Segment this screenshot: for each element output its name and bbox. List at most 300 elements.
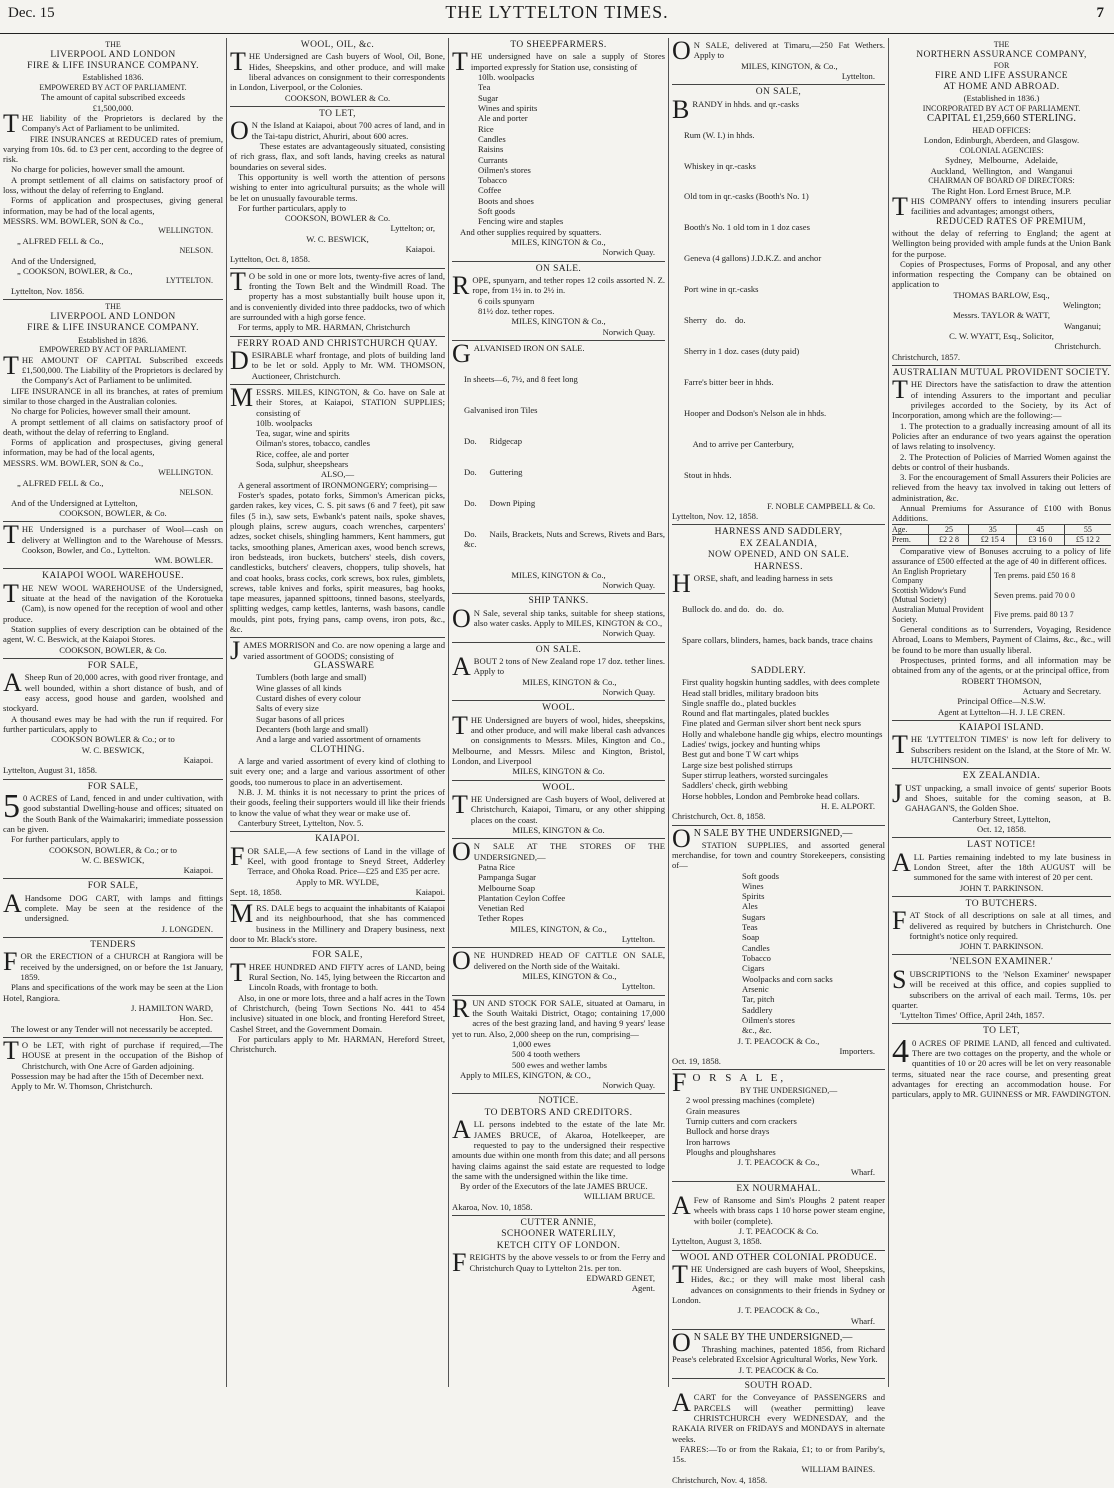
- agent-name: W. C. BESWICK,: [81, 854, 145, 865]
- list-item: Turnip cutters and corn crackers: [686, 1115, 797, 1126]
- advert-body: THE Undersigned are buyers of wool, hides, sheepskins, and other produce, and will make liberal cash advances on consignments to Messrs. Miles, Kington and Co., Melbourne, and Messrs. Milesc and Kington, Bristol, London, and Liverpool: [452, 710, 665, 767]
- agent-name: „ ALFRED FELL & Co.,: [17, 477, 104, 488]
- list-item: Tumblers (both large and small): [256, 672, 367, 683]
- advert-body: 40 ACRES OF PRIME LAND, all fenced and cultivated. There are two cottages on the property, and the whole or quantities of 10 or 20 acres will be let on very reasonable terms, situated near the race course, and presenting great advantages for erecting an accommodation house. For particulars, apply to MR. GUINNESS or MR. FAWDINGTON.: [892, 1032, 1111, 1100]
- table-cell: Seven prems. paid 70 0 0: [994, 590, 1075, 600]
- agent-name: COOKSON, BOWLER, & Co.; or to: [49, 844, 177, 855]
- advert-body: ONE HUNDRED HEAD OF CATTLE ON SALE, delivered on the North side of the Waitaki.: [452, 946, 665, 976]
- table-cell: Australian Mutual Provident Society.: [892, 605, 991, 624]
- advert-body: A thousand ewes may be had with the run if required. For further particulars, apply to: [3, 713, 223, 734]
- advert-wool-purchaser: [3, 522, 223, 569]
- agent-town: Kaiapoi.: [183, 865, 213, 876]
- advert-heading: WOOL AND OTHER COLONIAL PRODUCE.: [679, 1252, 878, 1263]
- advert-heading: 'NELSON EXAMINER.': [950, 957, 1053, 968]
- advert-body: JAMES MORRISON and Co. are now opening a large and varied assortment of GOODS; consisting of: [230, 636, 445, 666]
- advert-signature: MILES, KINGTON & Co.,: [522, 676, 617, 687]
- table-cell: 35: [969, 524, 1017, 535]
- list-item: Tobacco: [478, 175, 507, 186]
- advert-heading: SCHOONER WATERLILY,: [501, 1229, 616, 1240]
- column-5: [889, 38, 1114, 1387]
- advert-heading: SHIP TANKS.: [528, 596, 589, 607]
- list-item: Port wine in qr.-casks: [684, 284, 759, 295]
- list-item: Decanters (both large and small): [256, 724, 368, 734]
- table-cell: Scottish Widow's Fund (Mutual Society): [892, 586, 991, 605]
- list-item: 81½ doz. tether ropes.: [478, 305, 555, 316]
- advert-body: without the delay of referring to England; the agent at Wellington being provided with ample funds at the Union Bank for the purpose.: [892, 227, 1111, 259]
- table-cell: Prem.: [892, 535, 929, 546]
- list-item: Iron harrows: [686, 1136, 731, 1147]
- advert-peacock-station-supplies: [672, 823, 885, 1071]
- advert-run-and-stock: [452, 993, 665, 1095]
- agent-name: MESSRS. WM. BOWLER, SON & Co.,: [3, 216, 144, 227]
- advert-body: 3. For the encouragement of Small Assurers their Policies are relieved from the heavy tax involved in taking out letters of administration, &c.: [892, 472, 1111, 503]
- advert-heading: KAIAPOI.: [315, 834, 360, 845]
- advert-signature: Principal Office—N.S.W.: [957, 696, 1046, 707]
- advert-body: FOR the ERECTION of a CHURCH at Rangiora will be received by the undersigned, on or before the 1st January, 1859.: [3, 947, 223, 983]
- agent-name: „ COOKSON, BOWLER, & Co.,: [17, 266, 133, 277]
- advert-heading: KETCH CITY OF LONDON.: [496, 1240, 621, 1251]
- advert-signature: Norwich Quay.: [602, 1080, 655, 1091]
- agent-name: COOKSON, BOWLER, & Co.: [59, 507, 167, 518]
- advert-body: Prospectuses, printed forms, and all information may be obtained from any of the agents, or at the principal office, from: [892, 655, 1111, 676]
- advert-body: AHandsome DOG CART, with lamps and fittings complete. May be seen at the residence of the undersigned.: [3, 888, 223, 924]
- advert-body: ALL persons indebted to the estate of the late Mr. JAMES BRUCE, of Akaroa, Hotelkeeper, are requested to pay to the undersigned their respective amounts due within one month from this date; and all persons having claims against the said estate are requested to lodge the same with the undersigned within the like time.: [452, 1115, 665, 1181]
- advert-signature: ROBERT THOMSON,: [961, 675, 1042, 686]
- advert-body: 'Lyttelton Times' Office, April 24th, 1857.: [900, 1010, 1045, 1021]
- advert-heading: LIVERPOOL AND LONDON: [50, 311, 176, 322]
- list-item: Stout in hhds.: [684, 469, 732, 480]
- advert-body: And other supplies required by squatters.: [460, 226, 602, 237]
- list-item: Ale and porter: [478, 113, 528, 124]
- advert-heading: WOOL.: [542, 703, 575, 714]
- table-cell: £2 15 4: [969, 535, 1017, 546]
- advert-heading: WOOL.: [542, 782, 575, 793]
- list-item: 500 4 tooth wethers: [512, 1049, 581, 1060]
- list-item: Patna Rice: [478, 861, 515, 872]
- advert-harness-saddlery: [672, 525, 885, 825]
- list-item: Rice: [478, 123, 494, 134]
- advert-heading: SADDLERY.: [751, 665, 806, 676]
- advert-heading: FOR SALE,: [312, 950, 363, 961]
- advert-subheading: ALSO,—: [320, 469, 355, 480]
- advert-body: THE Undersigned are Cash buyers of Wool, delivered at Christchurch, Kaiapoi, Timaru, or any other shipping places on the coast.: [452, 790, 665, 825]
- list-item: Tea, sugar, wine and spirits: [256, 428, 350, 439]
- bonus-comparison-table: [892, 567, 1111, 625]
- advert-body: JUST unpacking, a small invoice of gents' superior Boots and Shoes, suitable for the coming season, at B. GAHAGAN'S, the Golden Shoe.: [892, 778, 1111, 814]
- advert-body: FOR SALE,—A few sections of Land in the village of Keel, with good frontage to Sneyd Street, Adderley Terrace, and Ohoka Road. Price—£25 and £35 per acre.: [230, 841, 445, 877]
- advert-heading: HARNESS AND SADDLERY,: [714, 527, 843, 538]
- advert-signature: MILES, KINGTON & Co.,: [511, 237, 606, 248]
- list-item: Candles: [478, 133, 506, 144]
- advert-25-acres: [230, 266, 445, 337]
- advert-to-sheepfarmers: [452, 38, 665, 262]
- advert-signature: J. LONGDEN.: [161, 923, 213, 934]
- advert-heading: HARNESS.: [754, 561, 803, 572]
- list-item: Rice, coffee, ale and porter: [256, 448, 349, 459]
- advert-date: Christchurch, 1857.: [892, 351, 961, 362]
- advert-rope: [452, 262, 665, 341]
- advert-heading: REDUCED RATES OF PREMIUM,: [936, 216, 1086, 227]
- advert-body: Foster's spades, potato forks, Simmon's American picks, garden rakes, key vices, C. S. pit saws (6 and 7 feet), pit saw files (5 in.), saw sets, Ewbank's patent nails, spoke shaves, plough plains, screw augurs, coach wrenches, carpenters' adzes, socket chisels, shingling hammers, Kent hammers, gut tacks, smoothing planes, American axes, wood bench screws, iron bedsteads, iron buckets, butchers' steels, dish covers, candlesticks, butchers' cleavers, choppers, tulip shovels, hat and coat hooks, brass cocks, cork screws, box rules, gimblets, screws, table knives and forks, spirit measures, bag hooks, tape measures, japanned spittoons, tinned basons, steelyards, splitting wedges, camp kettles, lanterns, wash basons, candle moulds, pint pots, frying pans, camp ovens, iron pots, &c., &c.: [230, 490, 445, 635]
- advert-ex-zealandia-boots: [892, 769, 1111, 838]
- advert-heading: TO LET,: [319, 108, 356, 119]
- advert-signature: Agent.: [631, 1283, 655, 1294]
- advert-kaiapoi-island: [892, 721, 1111, 769]
- advert-body: These estates are advantageously situated, consisting of rich grass, flax, and soft lands, having creeks as natural boundaries on several sides.: [230, 140, 445, 172]
- list-item: Holly and whalebone handle gig whips, electro mountings: [682, 728, 883, 739]
- advert-body: Forms of application and prospectuses, giving general information, may be had of the local agents,: [3, 195, 223, 216]
- advert-body: GALVANISED IRON ON SALE.: [452, 338, 585, 368]
- advert-body: FIRE INSURANCES at REDUCED rates of premium, varying from 10s. 6d. to £3 per cent, according to the degree of risk.: [3, 133, 223, 165]
- advert-heading: THE: [105, 40, 121, 49]
- advert-south-road: [672, 1379, 885, 1488]
- advert-nz-rope: [452, 643, 665, 702]
- list-item: Tether Ropes: [478, 913, 524, 924]
- advert-signature: J. T. PEACOCK & Co.: [738, 1364, 819, 1375]
- advert-ferry-road: [230, 337, 445, 385]
- list-item: Oilman's stores, tobacco, candles: [256, 438, 370, 449]
- advert-signature: Hon. Sec.: [179, 1013, 213, 1024]
- advert-date: Christchurch, Nov. 4, 1858.: [672, 1474, 768, 1485]
- list-item: Currants: [478, 154, 508, 165]
- agent-name: COOKSON BOWLER & Co.; or to: [51, 734, 175, 745]
- list-item: Fine plated and German silver short bent neck spurs: [682, 718, 861, 729]
- advert-body: THE AMOUNT OF CAPITAL Subscribed exceeds £1,500,000. The Liability of the Proprietors is declared by the Company's Act of Parliament to be unlimited.: [3, 350, 223, 386]
- advert-heading: WOOL, OIL, &c.: [300, 40, 375, 50]
- advert-cattle: [452, 948, 665, 995]
- table-cell: Five prems. paid 80 13 7: [994, 609, 1074, 619]
- list-item: Plantation Ceylon Coffee: [478, 892, 566, 903]
- advert-subheading: HEAD OFFICES:: [972, 125, 1031, 135]
- list-item: And to arrive per Canterbury,: [684, 438, 794, 449]
- advert-text: Sydney, Melbourne, Adelaide,: [945, 155, 1058, 166]
- advert-signature: JOHN T. PARKINSON.: [959, 882, 1044, 893]
- advert-heading: CAPITAL £1,259,660 STERLING.: [927, 113, 1076, 125]
- advert-body: N.B. J. M. thinks it is not necessary to print the prices of their goods, feeling their supporters would ill like their friends to know the value of what they wear or make use of.: [230, 786, 445, 818]
- agent-town: Wanganui;: [1063, 320, 1101, 331]
- list-item: Oilmen's stores: [742, 1014, 795, 1025]
- advert-dog-cart: [3, 879, 223, 938]
- advert-signature: Lyttelton.: [621, 934, 655, 945]
- advert-body: ABOUT 2 tons of New Zealand rope 17 doz. tether lines. Apply to: [452, 652, 665, 682]
- list-item: Wine glasses of all kinds: [256, 682, 342, 693]
- column-4: [669, 36, 888, 1485]
- advert-body: AFew of Ransome and Sim's Ploughs 2 patent reaper wheels with brass caps 1 10 horse power steam engine, with boiler (complete).: [672, 1191, 885, 1226]
- agent-town: Christchurch.: [1054, 341, 1101, 352]
- list-item: Sugar: [478, 92, 499, 103]
- advert-body: 2. The Protection of Policies of Married Women against the debts or control of their husbands.: [892, 451, 1111, 472]
- agent-name: MESSRS. WM. BOWLER, SON & Co.,: [3, 457, 144, 468]
- table-cell: 45: [1017, 524, 1065, 535]
- list-item: Large size best polished stirrups: [682, 759, 793, 770]
- advert-heading: FERRY ROAD AND CHRISTCHURCH QUAY.: [237, 338, 438, 349]
- advert-body: THIS COMPANY offers to intending insurers peculiar facilities and advantages; amongst others,: [892, 191, 1111, 221]
- agent-town: NELSON.: [179, 246, 213, 256]
- advert-subheading: Established in 1836.: [78, 334, 148, 345]
- advert-body: 50 ACRES of Land, fenced in and under cultivation, with good substantial Dwelling-house and offices; situated on the South Bank of the Waimakariri; immediate possession can be given.: [3, 787, 223, 834]
- list-item: Grain measures: [686, 1105, 740, 1116]
- advert-body: Comparative view of Bonuses accruing to a policy of life assurance of £500 effected at the age of 40 in different offices.: [892, 545, 1111, 567]
- list-item: Do. Guttering: [464, 466, 523, 477]
- list-item: Single snaffle do., plated buckles: [682, 697, 796, 708]
- advert-date: Sept. 18, 1858.: [230, 886, 282, 897]
- list-item: Rum (W. I.) in hhds.: [684, 129, 755, 140]
- advert-subheading: EMPOWERED BY ACT OF PARLIAMENT.: [39, 82, 187, 92]
- agent-name: And of the Undersigned at Lyttelton,: [11, 497, 138, 508]
- list-item: Wines and spirits: [478, 102, 538, 113]
- advert-signature: COOKSON, BOWLER & Co.: [284, 92, 391, 103]
- list-item: 2 wool pressing machines (complete): [686, 1095, 815, 1106]
- advert-signature: Lyttelton.: [621, 981, 655, 992]
- advert-peacock-for-sale: [672, 1070, 885, 1181]
- agent-name: W. C. BESWICK,: [81, 744, 145, 755]
- advert-signature: J. T. PEACOCK & Co.,: [737, 1305, 820, 1316]
- advert-body: SUBSCRIPTIONS to the 'Nelson Examiner' newspaper will be received at this office, and copies supplied to subscribers on the arrival of each mail. Terms, 10s. per quarter.: [892, 964, 1111, 1010]
- advert-sheep-run: [3, 659, 223, 780]
- advert-body: Possession may be had after the 15th of December next.: [11, 1070, 204, 1081]
- advert-subheading: FOR: [993, 60, 1010, 70]
- agent-town: NELSON.: [179, 488, 213, 497]
- advert-body: No charge for Policies, however small their amount.: [11, 406, 191, 417]
- list-item: Melbourne Soap: [478, 882, 536, 893]
- advert-body: A prompt settlement of all claims on satisfactory proof of loss, without the delay of referring to England.: [3, 174, 223, 196]
- advert-date: Lyttelton, Nov. 12, 1858.: [672, 511, 759, 522]
- advert-body: Thrashing machines, patented 1856, from Richard Pease's celebrated Excelsior Agricultural Works, New York.: [672, 1343, 885, 1365]
- agent-town: Kaiapoi.: [183, 754, 213, 765]
- list-item: 6 coils spunyarn: [478, 295, 535, 306]
- advert-body: Also, in one or more lots, three and a half acres in the Town of Christchurch, (being Town Sections No. 441 to 454 inclusive) situated in one block, and fronting Hereford Street, Cashel Street, and the Government Domain.: [230, 992, 445, 1034]
- advert-body: ON Sale, several ship tanks, suitable for sheep stations, also water casks. Apply to MILES, KINGTON & CO.,: [452, 603, 665, 633]
- advert-body: THE liability of the Proprietors is declared by the Company's Act of Parliament to be unlimited.: [3, 108, 223, 138]
- advert-date: Oct. 12, 1858.: [977, 823, 1026, 834]
- list-item: Soft goods: [742, 870, 780, 881]
- advert-body: A large and varied assortment of every kind of clothing to suit every one; and a large and various assortment of other goods, too numerous to place in an advertisement.: [230, 756, 445, 787]
- table-cell: Ten prems. paid £50 16 8: [994, 571, 1076, 581]
- table-cell: £3 16 0: [1017, 535, 1065, 546]
- agent-name: And of the Undersigned,: [11, 255, 96, 266]
- advert-liverpool-london-fire: [3, 38, 223, 300]
- advert-thrashing-machines: [672, 1327, 885, 1379]
- advert-heading: ON SALE.: [535, 644, 582, 655]
- advert-body: A general assortment of IRONMONGERY; comprising—: [238, 479, 437, 490]
- advert-signature: Wharf.: [850, 1315, 875, 1326]
- list-item: 1,000 ewes: [512, 1038, 551, 1049]
- list-item: 10lb. woolpacks: [478, 72, 535, 83]
- list-item: Do. Down Piping: [464, 497, 536, 508]
- advert-heading: EX ZEALANDIA,: [739, 538, 818, 549]
- list-item: Candles: [742, 942, 770, 953]
- advert-ship-tanks: [452, 594, 665, 642]
- list-item: Tar, pitch: [742, 994, 775, 1005]
- advert-text: £1,500,000.: [92, 102, 134, 113]
- table-cell: Age.: [892, 524, 929, 535]
- advert-signature: Importers.: [839, 1045, 875, 1056]
- list-item: Ladies' twigs, jockey and hunting whips: [682, 739, 821, 750]
- list-item: Saddlery: [742, 1004, 773, 1015]
- list-item: Horse hobbles, London and Pembroke head collars.: [682, 790, 860, 801]
- advert-body: This opportunity is well worth the attention of persons wishing to enter into agricultural pursuits; as the whole will be let on unusually favourable terms.: [230, 171, 445, 203]
- advert-mrs-dale: [230, 901, 445, 948]
- list-item: Custard dishes of every colour: [256, 693, 362, 704]
- advert-heading: TENDERS: [90, 940, 136, 951]
- advert-body: For terms, apply to MR. HARMAN, Christchurch: [238, 322, 411, 333]
- advert-body: ASheep Run of 20,000 acres, with good river frontage, and well bounded, within a short distance of bush, and of easy access, good house and garden, woolshed and stockyard.: [3, 668, 223, 714]
- list-item: 10lb. woolpacks: [256, 417, 313, 428]
- advert-body: THE NEW WOOL WAREHOUSE of the Undersigned, situate at the head of the navigation of the Korotueka (Cam), is now opened for the reception of wool and other produce.: [3, 578, 223, 624]
- advert-body: HORSE, shaft, and leading harness in sets: [672, 569, 833, 599]
- advert-heading: FOR SALE,: [87, 881, 139, 892]
- advert-signature: Lyttelton.: [841, 70, 875, 81]
- list-item: Saddlers' check, girth webbing: [682, 780, 788, 791]
- advert-signature: MILES, KINGTON & Co.,: [511, 316, 606, 327]
- advert-brandy: [672, 85, 885, 525]
- advert-signature: MILES, KINGTON & Co.,: [522, 971, 617, 982]
- advert-signature: MILES, KINGTON & Co.,: [511, 569, 606, 580]
- advert-nelson-examiner: [892, 955, 1111, 1024]
- agent-name: „ ALFRED FELL & Co.,: [17, 235, 104, 246]
- advert-body: LIFE INSURANCE in all its branches, at rates of premium similar to those charged in the Australian colonies.: [3, 385, 223, 406]
- advert-40-acres: [892, 1024, 1111, 1102]
- agent-name: Messrs. TAYLOR & WATT,: [952, 310, 1051, 321]
- advert-body: THE Directors have the satisfaction to draw the attention of intending Assurers to the important and peculiar privileges accorded to the Society, by its Act of Incorporation, among which are the following:—: [892, 375, 1111, 421]
- table-cell: £5 12 2: [1075, 535, 1100, 545]
- advert-wool-buyers: [452, 701, 665, 780]
- list-item: Super stirrup leathers, worsted surcingales: [682, 770, 828, 781]
- advert-body: A prompt settlement of all claims on satisfactory proof of death, without the delay of referring to England.: [3, 416, 223, 437]
- list-item: And a large and varied assortment of ornaments: [256, 734, 421, 745]
- advert-body: FREIGHTS by the above vessels to or from the Ferry and Christchurch Quay to Lyttelton 21s. per ton.: [452, 1248, 665, 1278]
- advert-signature: F. NOBLE CAMPBELL & Co.: [767, 500, 875, 511]
- list-item: Soda, sulphur, sheepshears: [256, 459, 349, 470]
- advert-heading: ON SALE,: [755, 87, 802, 98]
- advert-heading: FIRE AND LIFE ASSURANCE: [935, 70, 1068, 81]
- advert-heading: AUSTRALIAN MUTUAL PROVIDENT SOCIETY.: [892, 367, 1111, 378]
- advert-heading: FOR SALE,: [87, 781, 139, 792]
- advert-body: THREE HUNDRED AND FIFTY acres of LAND, being Rural Section, No. 145, lying between the Riccarton and Lincoln Roads, with frontage to both.: [230, 957, 445, 993]
- list-item: Wines: [742, 880, 764, 891]
- advert-heading: TO BUTCHERS.: [965, 898, 1038, 909]
- list-item: Soft goods: [478, 206, 516, 217]
- advert-church-tenders: [3, 938, 223, 1038]
- advert-house-to-let: [3, 1035, 223, 1095]
- list-item: Fencing wire and staples: [478, 216, 564, 227]
- advert-text: London, Edinburgh, Aberdeen, and Glasgow.: [923, 135, 1080, 146]
- advert-signature: H. E. ALPORT.: [821, 800, 875, 811]
- advert-last-notice: [892, 838, 1111, 897]
- agent-name: THOMAS BARLOW, Esq.,: [953, 289, 1050, 300]
- advert-heading: AT HOME AND ABROAD.: [943, 81, 1060, 92]
- advert-signature: Wharf.: [850, 1167, 875, 1178]
- agent-name: Apply to MR. WYLDE,: [295, 876, 380, 887]
- advert-subheading: (Established in 1836.): [963, 93, 1040, 104]
- list-item: Head stall bridles, military bradoon bits: [682, 687, 819, 698]
- column-2: [227, 38, 448, 1387]
- advert-body: No charge for policies, however small the amount.: [11, 164, 185, 175]
- list-item: Spirits: [742, 891, 765, 902]
- advert-body: MRS. DALE begs to acquaint the inhabitants of Kaiapoi and its neighbourhood, that she has commenced business in the Millinery and Drapery business, next door to Mr. Black's store.: [230, 899, 445, 945]
- advert-signature: JOHN T. PARKINSON.: [959, 941, 1044, 952]
- advert-body: MESSRS. MILES, KINGTON, & Co. have on Sale at their Stores, at Kaiapoi, STATION SUPPLIES; consisting of: [230, 382, 445, 418]
- advert-heading: KAIAPOI WOOL WAREHOUSE.: [42, 571, 184, 582]
- advert-heading: CLOTHING.: [310, 744, 365, 755]
- advert-body: Plans and specifications of the work may be seen at the Lion Hotel, Rangiora.: [3, 982, 223, 1003]
- agent-town: Lyttelton; or,: [390, 223, 435, 234]
- advert-body: 1. The protection to a gradually increasing amount of all its Policies after an endurance of two years against the operation of laws relating to insolvency.: [892, 420, 1111, 452]
- newspaper-title: THE LYTTELTON TIMES.: [445, 2, 669, 22]
- advert-body: Apply to Mr. W. Thomson, Christchurch.: [11, 1081, 153, 1092]
- advert-subheading: INCORPORATED BY ACT OF PARLIAMENT.: [922, 103, 1081, 113]
- advert-heading: LIVERPOOL AND LONDON: [50, 49, 176, 60]
- list-item: Teas: [742, 922, 758, 933]
- advert-signature: MILES, KINGTON & Co.: [512, 824, 605, 835]
- advert-text: The amount of capital subscribed exceeds: [41, 92, 185, 103]
- list-item: First quality hogskin hunting saddles, with dees complete: [682, 677, 880, 688]
- agent-name: W. C. BESWICK,: [306, 233, 369, 244]
- advert-body: ON SALE BY THE UNDERSIGNED,—: [672, 1327, 853, 1357]
- advert-heading: LAST NOTICE!: [967, 840, 1036, 851]
- list-item: Boots and shoes: [478, 195, 534, 206]
- list-item: Booth's No. 1 old tom in 1 doz cases: [684, 222, 810, 233]
- list-item: Farre's bitter beer in hhds.: [684, 377, 774, 388]
- list-item: Sherry in 1 doz. cases (duty paid): [684, 346, 800, 357]
- advert-signature: J. T. PEACOCK & Co.,: [737, 1157, 820, 1168]
- list-item: Raisins: [478, 144, 504, 155]
- advert-body: General conditions as to Surrenders, Voyaging, Residence Abroad, Loans to Members, Payment of Claims, &c., &c., will be found to be more than usually liberal.: [892, 624, 1111, 655]
- advert-heading: FIRE & LIFE INSURANCE COMPANY.: [27, 60, 199, 71]
- list-item: Arsenic: [742, 983, 769, 994]
- advert-body: The lowest or any Tender will not necessarily be accepted.: [11, 1023, 213, 1034]
- list-item: Woolpacks and corn sacks: [742, 973, 833, 984]
- advert-subheading: COLONIAL AGENCIES:: [959, 145, 1044, 155]
- table-cell: £2 2 8: [929, 535, 969, 546]
- advert-body: Copies of Prospectuses, Forms of Proposal, and any other information respecting the Company can be obtained on application to: [892, 258, 1111, 290]
- advert-heading: NOTICE.: [538, 1096, 579, 1107]
- list-item: Ales: [742, 901, 758, 912]
- advert-signature: EDWARD GENET,: [586, 1272, 655, 1283]
- advert-body: Canterbury Street, Lyttelton, Nov. 5.: [238, 817, 364, 828]
- list-item: Coffee: [478, 185, 502, 196]
- advert-liverpool-london-life: [3, 300, 223, 522]
- advert-subheading: CHAIRMAN OF BOARD OF DIRECTORS:: [928, 175, 1075, 185]
- advert-to-butchers: [892, 897, 1111, 956]
- advert-body: ON SALE BY THE UNDERSIGNED,—: [672, 823, 853, 853]
- advert-signature: Norwich Quay.: [602, 628, 655, 639]
- advert-date: Lyttelton, August 3, 1858.: [672, 1236, 762, 1247]
- list-item: Galvanised iron Tiles: [464, 404, 538, 415]
- list-item: Do. Nails, Brackets, Nuts and Screws, Rivets and Bars, &c.: [464, 528, 668, 549]
- premium-table: [892, 524, 1111, 546]
- list-item: Sugar basons of all prices: [256, 713, 345, 724]
- advert-body: THE 'LYTTELTON TIMES' is now left for delivery to Subscribers resident on the Island, at the Store of Mr. W. HUTCHINSON.: [892, 730, 1111, 765]
- advert-body: THE undersigned have on sale a supply of Stores imported expressly for Station use, consisting of: [452, 47, 665, 77]
- advert-heading: NOW OPENED, AND ON SALE.: [707, 550, 850, 561]
- advert-body: FAT Stock of all descriptions on sale at all times, and delivered as required by butchers in Christchurch. One fortnight's notice only required.: [892, 906, 1111, 941]
- agent-town: Kaiapoi.: [415, 886, 445, 897]
- advert-miles-kington-station-supplies: [230, 382, 445, 639]
- list-item: Tobacco: [742, 953, 771, 964]
- advert-body: ROPE, spunyarn, and tether ropes 12 coils assorted N. Z. rope, from 1½ in. to 2½ in.: [452, 271, 665, 301]
- advert-body: ON SALE, delivered at Timaru,—250 Fat Wethers. Apply to: [672, 36, 885, 65]
- advert-body: DESIRABLE wharf frontage, and plots of building land to be let or sold. Apply to Mr. WM. THOMSON, Auctioneer, Christchurch.: [230, 345, 445, 381]
- advert-signature: J. HAMILTON WARD,: [131, 1003, 213, 1014]
- advert-heading: TO LET,: [983, 1026, 1020, 1037]
- advert-subheading: BY THE UNDERSIGNED,—: [740, 1085, 838, 1095]
- advert-signature: WILLIAM BRUCE.: [583, 1191, 655, 1202]
- advert-colonial-produce: [672, 1251, 885, 1330]
- advert-ex-nourmahal: [672, 1182, 885, 1251]
- advert-body: THE Undersigned is a purchaser of Wool—cash on delivery at Wellington and to the Warehouse of Messrs. Cookson, Bowler, and Co., Lyttelton.: [3, 520, 223, 555]
- advert-date: Lyttelton, Oct. 8, 1858.: [230, 254, 310, 265]
